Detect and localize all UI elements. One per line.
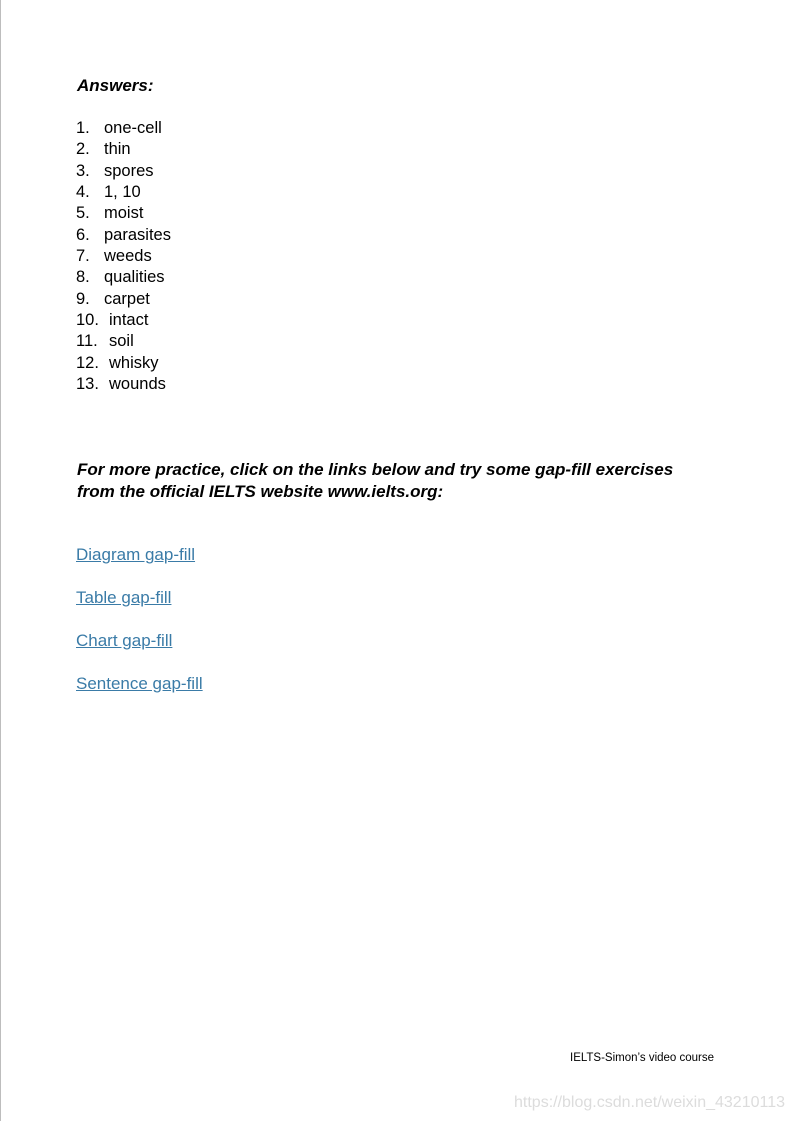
answer-number: 10. <box>76 311 99 330</box>
answer-text: wounds <box>109 375 166 394</box>
answer-text: thin <box>104 140 131 159</box>
practice-instructions-line-2: from the official IELTS website www.ielts.org: <box>77 481 444 501</box>
answer-number: 2. <box>76 140 90 159</box>
blog-watermark: https://blog.csdn.net/weixin_43210113 <box>514 1094 786 1111</box>
answer-text: one-cell <box>104 119 162 137</box>
answers-heading: Answers: <box>77 76 154 95</box>
answer-text: intact <box>109 311 149 330</box>
answer-number: 5. <box>76 204 90 223</box>
answer-item <box>76 139 171 160</box>
answer-text: weeds <box>104 247 152 266</box>
answer-number: 6. <box>76 225 90 244</box>
answer-number: 11. <box>76 332 98 351</box>
answer-item <box>76 374 171 395</box>
answer-text: qualities <box>104 268 165 287</box>
diagram-gap-fill-link[interactable]: Diagram gap-fill <box>76 545 196 564</box>
answer-number: 1. <box>76 119 90 137</box>
answer-text: parasites <box>104 225 171 244</box>
page-left-edge <box>0 0 1 1121</box>
answer-number: 13. <box>76 375 99 394</box>
answer-number: 9. <box>76 289 90 308</box>
answer-text: carpet <box>104 289 150 308</box>
sentence-gap-fill-link[interactable]: Sentence gap-fill <box>76 674 203 693</box>
answer-item <box>76 182 171 203</box>
answer-item <box>76 161 171 182</box>
answer-text: whisky <box>109 353 159 372</box>
answer-text: spores <box>104 161 154 180</box>
answer-item <box>76 225 171 246</box>
answer-list <box>76 118 171 395</box>
answer-item <box>76 267 171 288</box>
answer-text: soil <box>109 332 134 351</box>
answer-item <box>76 353 171 374</box>
page-footer: IELTS-Simon’s video course <box>570 1052 715 1064</box>
answer-text: 1, 10 <box>104 183 141 202</box>
answer-number: 8. <box>76 268 90 287</box>
answer-item <box>76 203 171 224</box>
answer-number: 3. <box>76 161 90 180</box>
answer-number: 12. <box>76 353 99 372</box>
chart-gap-fill-link[interactable]: Chart gap-fill <box>76 631 173 650</box>
answer-number: 7. <box>76 247 90 266</box>
practice-instructions <box>77 459 757 502</box>
answer-item <box>76 246 171 267</box>
gap-fill-links <box>76 544 203 716</box>
answer-item <box>76 118 171 139</box>
practice-instructions-line-1: For more practice, click on the links below and try some gap-fill exercises <box>77 460 674 479</box>
table-gap-fill-link[interactable]: Table gap-fill <box>76 588 172 607</box>
answer-item <box>76 289 171 310</box>
answer-number: 4. <box>76 183 90 202</box>
answer-text: moist <box>104 204 144 223</box>
answer-item <box>76 331 171 352</box>
answer-item <box>76 310 171 331</box>
